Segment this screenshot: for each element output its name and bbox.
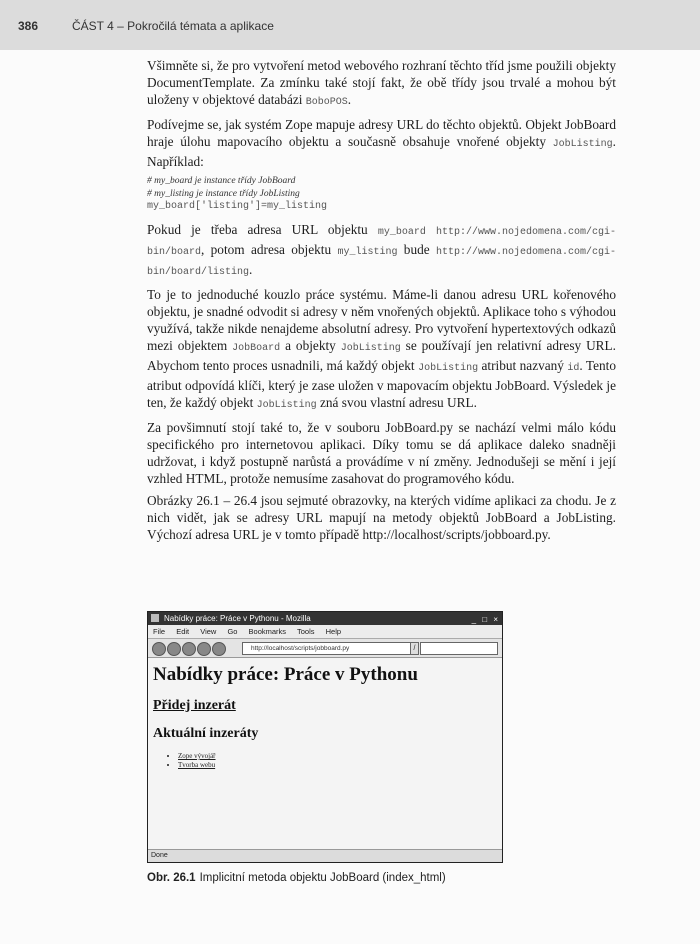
text: . Tento atribut odpovídá klíči, který je zase uložen v mapovacím objektu JobBoard. Výsledek je ten, že každý objekt: [147, 358, 617, 410]
browser-screenshot: [147, 611, 503, 863]
text: To je to jednoduché kouzlo práce systému. Máme-li danou adresu URL kořenového objektu, je snadné odvodit si adresy v něm vnořených objektů. Aplikace toho s výhodou využívá, takže nikde nenajdeme absolutní adresy. Pro vytvoření hypertextových odkazů mezi objektem: [147, 287, 616, 353]
add-listing-link: Přidej inzerát: [153, 698, 236, 713]
inline-code: JobListing: [340, 343, 401, 354]
text: bude: [397, 242, 436, 257]
text: .: [249, 262, 253, 277]
chapter-title: ČÁST 4 – Pokročilá témata a aplikace: [72, 19, 274, 33]
home-icon: [212, 642, 226, 656]
inline-url: http://www.nojedomena.com/cgi-bin/board/listing: [147, 247, 616, 278]
nav-toolbar: [148, 639, 502, 658]
inline-code: JobBoard: [232, 343, 281, 354]
inline-code: my_board: [377, 227, 426, 238]
menu-go: Go: [227, 627, 238, 636]
text: Podívejme se, jak systém Zope mapuje adresy URL do těchto objektů. Objekt JobBoard hraje úlohu mapovacího objektu a současně obsahuje vnořené objekty: [147, 117, 616, 149]
inline-code: my_listing: [337, 247, 398, 258]
text: . Například:: [147, 134, 616, 169]
paragraph-5: Za povšimnutí stojí také to, že v souboru JobBoard.py se nachází velmi málo kódu specifického pro internetovou aplikaci. Díky tomu se dá aplikace daleko snadněji udržovat, i když postupně narůstá a provádíme v ní změny. Jednodušeji se mění i její vzhled HTML, protože nemusíme zasahovat do programového kódu.: [147, 420, 616, 486]
text: Pokud je třeba adresa URL objektu: [147, 222, 378, 237]
page-content: [148, 658, 502, 850]
inline-code: JobListing: [552, 139, 613, 150]
inline-code: JobListing: [418, 363, 479, 374]
page-header: [0, 0, 700, 50]
code-line: my_board['listing']=my_listing: [147, 201, 328, 212]
menu-edit: Edit: [176, 627, 190, 636]
text: Všimněte si, že pro vytvoření metod webového rozhraní těchto tříd jsme použili objekty DocumentTemplate. Za zmínku také stojí fakt, že obě třídy jsou trvalé a mohou být uloženy v objektové databázi: [147, 58, 616, 107]
text: .: [347, 92, 352, 107]
back-icon: [152, 642, 166, 656]
menu-bookmarks: Bookmarks: [248, 627, 287, 636]
code-comment: # my_board je instance třídy JobBoard: [147, 176, 296, 186]
menu-file: File: [153, 627, 166, 636]
code-comment: # my_listing je instance třídy JobListing: [147, 188, 300, 199]
page-heading: Nabídky práce: Práce v Pythonu: [153, 664, 418, 685]
listing-link: • Tvorba webu: [178, 761, 497, 770]
paragraph-4: [147, 286, 616, 414]
listing-link: • Zope vývojář: [178, 752, 497, 761]
caption-text: Implicitní metoda objektu JobBoard (index_html): [199, 872, 446, 884]
paragraph-2: [147, 116, 616, 170]
search-field: [420, 642, 498, 655]
listing-list: [153, 752, 497, 770]
go-button: /: [410, 642, 419, 655]
text: zná svou vlastní adresu URL.: [316, 395, 477, 410]
status-bar: Done: [148, 849, 502, 862]
window-titlebar: [148, 612, 502, 625]
menu-bar: [148, 625, 502, 639]
text: a objekty: [280, 338, 341, 353]
url-field: http://localhost/scripts/jobboard.py: [242, 642, 412, 655]
page-number: 386: [18, 19, 39, 33]
text: se používají jen relativní adresy URL. Abychom tento proces usnadnili, má každý objekt: [147, 338, 616, 373]
paragraph-3: [147, 221, 616, 281]
menu-help: Help: [325, 627, 342, 636]
menu-tools: Tools: [297, 627, 315, 636]
text: atribut nazvaný: [478, 358, 568, 373]
menu-view: View: [200, 627, 217, 636]
app-icon: [151, 614, 159, 622]
inline-code: JobListing: [256, 400, 317, 411]
forward-icon: [167, 642, 181, 656]
paragraph-6: Obrázky 26.1 – 26.4 jsou sejmuté obrazovky, na kterých vidíme aplikaci za chodu. Je z nich vidět, jak se adresy URL mapují na metody objektů JobBoard a JobListing. Výchozí adresa URL je v tomto případě http://localhost/scripts/jobboard.py.: [147, 493, 616, 542]
figure-caption: [147, 872, 617, 884]
paragraph-1: [147, 57, 616, 111]
reload-icon: [182, 642, 196, 656]
window-buttons: _ □ ×: [471, 615, 500, 624]
text: [426, 222, 436, 237]
window-title: Nabídky práce: Práce v Pythonu - Mozilla: [164, 614, 311, 623]
listings-heading: Aktuální inzeráty: [153, 726, 259, 741]
code-block: [147, 175, 616, 214]
stop-icon: [197, 642, 211, 656]
inline-url: http://www.nojedomena.com/cgi-bin/board: [147, 227, 616, 258]
inline-code: id: [567, 363, 580, 374]
body-text: [147, 57, 616, 548]
caption-label: Obr. 26.1: [147, 872, 196, 884]
inline-code: BoboPOS: [305, 97, 348, 108]
text: , potom adresa objektu: [201, 242, 338, 257]
